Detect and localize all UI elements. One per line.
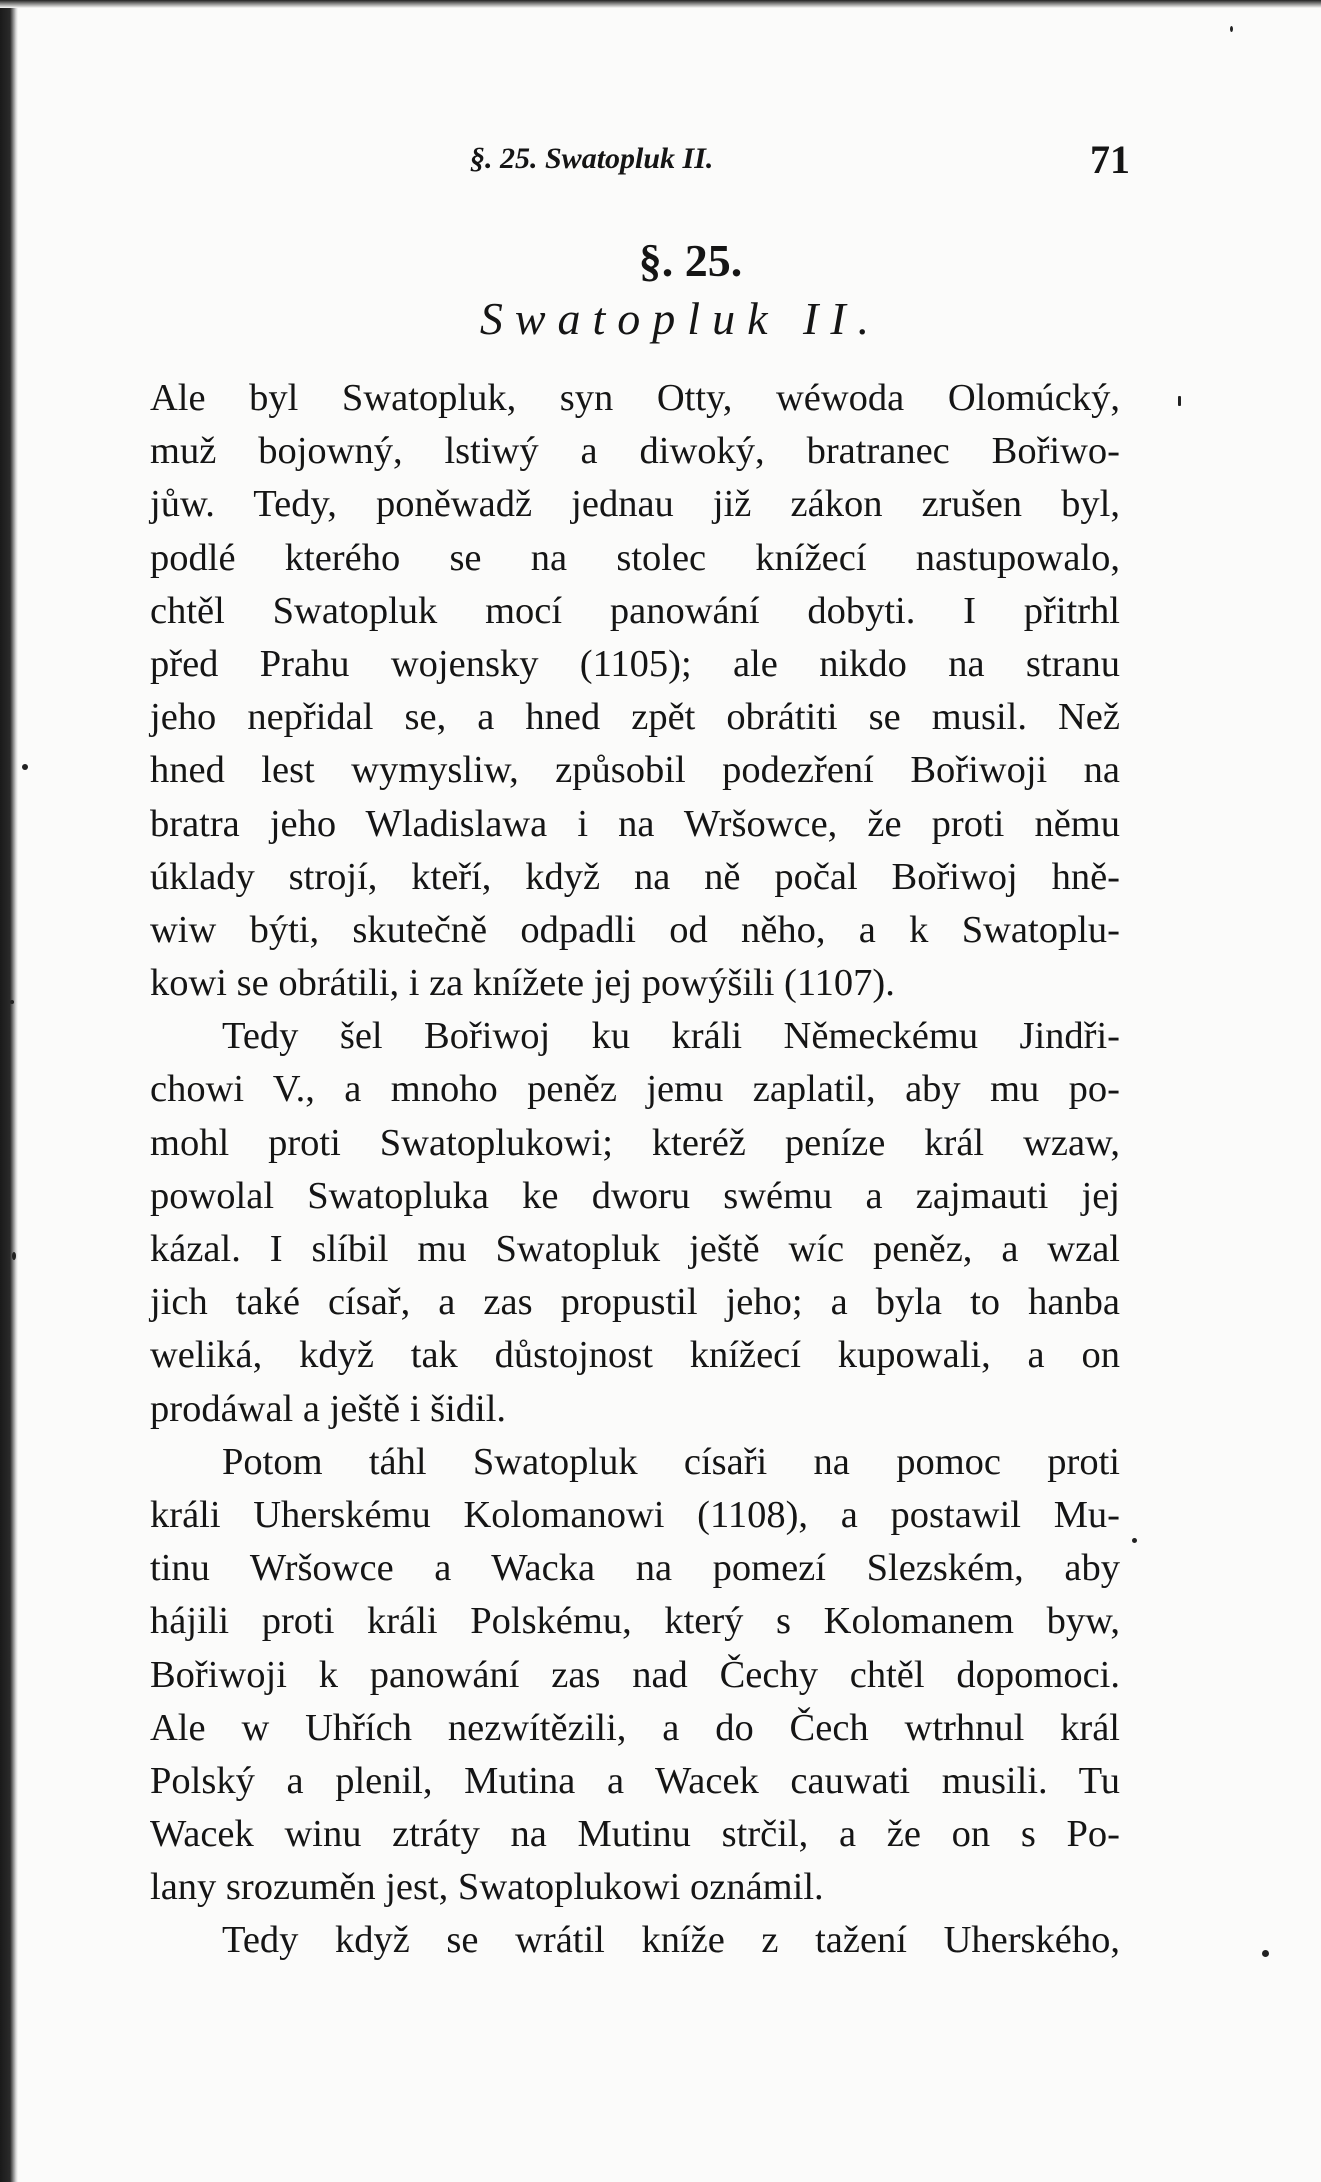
scan-speck <box>1262 1950 1269 1957</box>
text-line: weliká, když tak důstojnost knížecí kupowali, a on <box>150 1334 1120 1377</box>
scan-speck <box>12 1252 16 1260</box>
text-line: Wacek winu ztráty na Mutinu strčil, a že on s Po- <box>150 1813 1120 1856</box>
running-head <box>470 138 1190 188</box>
text-line: podlé kterého se na stolec knížecí nastupowalo, <box>150 536 1120 579</box>
scan-speck <box>1230 26 1233 32</box>
text-line: Polský a plenil, Mutina a Wacek cauwati musili. Tu <box>150 1759 1120 1802</box>
text-line: úklady strojí, kteří, když na ně počal Bořiwoj hně- <box>150 855 1120 898</box>
text-line: Potom táhl Swatopluk císaři na pomoc proti <box>222 1440 1120 1483</box>
text-line: Ale byl Swatopluk, syn Otty, wéwoda Olomúcký, <box>150 377 1120 419</box>
page-number: 71 <box>1090 137 1130 182</box>
text-line: chtěl Swatopluk mocí panowání dobyti. I přitrhl <box>150 589 1120 632</box>
page-top-shadow <box>0 0 1321 8</box>
text-line: Tedy když se wrátil kníže z tažení Uherského, <box>222 1919 1120 1962</box>
text-line: Tedy šel Bořiwoj ku králi Německému Jindři- <box>222 1015 1120 1058</box>
text-line: kowi se obrátili, i za knížete jej powýšili (1107). <box>150 962 895 1005</box>
text-line: jeho nepřidal se, a hned zpět obrátiti se musil. Než <box>150 696 1120 739</box>
scan-speck <box>1178 396 1181 406</box>
text-line: králi Uherskému Kolomanowi (1108), a postawil Mu- <box>150 1493 1120 1536</box>
scan-speck <box>22 764 28 770</box>
text-line: kázal. I slíbil mu Swatopluk ještě wíc peněz, a wzal <box>150 1228 1120 1270</box>
text-line: chowi V., a mnoho peněz jemu zaplatil, aby mu po- <box>150 1068 1120 1111</box>
scan-speck <box>1132 1538 1137 1543</box>
scan-speck <box>10 1000 14 1004</box>
text-line: powolal Swatopluka ke dworu swému a zajmauti jej <box>150 1174 1120 1217</box>
text-line: jich také císař, a zas propustil jeho; a byla to hanba <box>150 1281 1120 1324</box>
text-line: prodáwal a ještě i šidil. <box>150 1387 507 1430</box>
text-line: wiw býti, skutečně odpadli od něho, a k Swatoplu- <box>150 908 1120 951</box>
text-line: hned lest wymysliw, způsobil podezření Bořiwoji na <box>150 749 1120 792</box>
text-line: jůw. Tedy, poněwadž jednau již zákon zrušen byl, <box>150 483 1120 526</box>
text-line: tinu Wršowce a Wacka na pomezí Slezském, aby <box>150 1547 1120 1590</box>
text-line: muž bojowný, lstiwý a diwoký, bratranec Bořiwo- <box>150 430 1120 473</box>
text-line: mohl proti Swatoplukowi; kteréž peníze král wzaw, <box>150 1121 1120 1164</box>
text-line: Ale w Uhřích nezwítězili, a do Čech wtrhnul král <box>150 1706 1120 1749</box>
section-number: §. 25. <box>638 235 743 286</box>
running-title: §. 25. Swatopluk II. <box>470 142 714 175</box>
text-line: hájili proti králi Polskému, který s Kolomanem byw, <box>150 1600 1120 1643</box>
chapter-title: Swatopluk II. <box>479 293 882 344</box>
text-line: před Prahu wojensky (1105); ale nikdo na stranu <box>150 642 1120 685</box>
text-line: lany srozuměn jest, Swatoplukowi oznámil. <box>150 1866 824 1909</box>
text-line: Bořiwoji k panowání zas nad Čechy chtěl dopomoci. <box>150 1653 1120 1696</box>
body-text <box>150 372 1120 1968</box>
text-line: bratra jeho Wladislawa i na Wršowce, že proti němu <box>150 802 1120 845</box>
